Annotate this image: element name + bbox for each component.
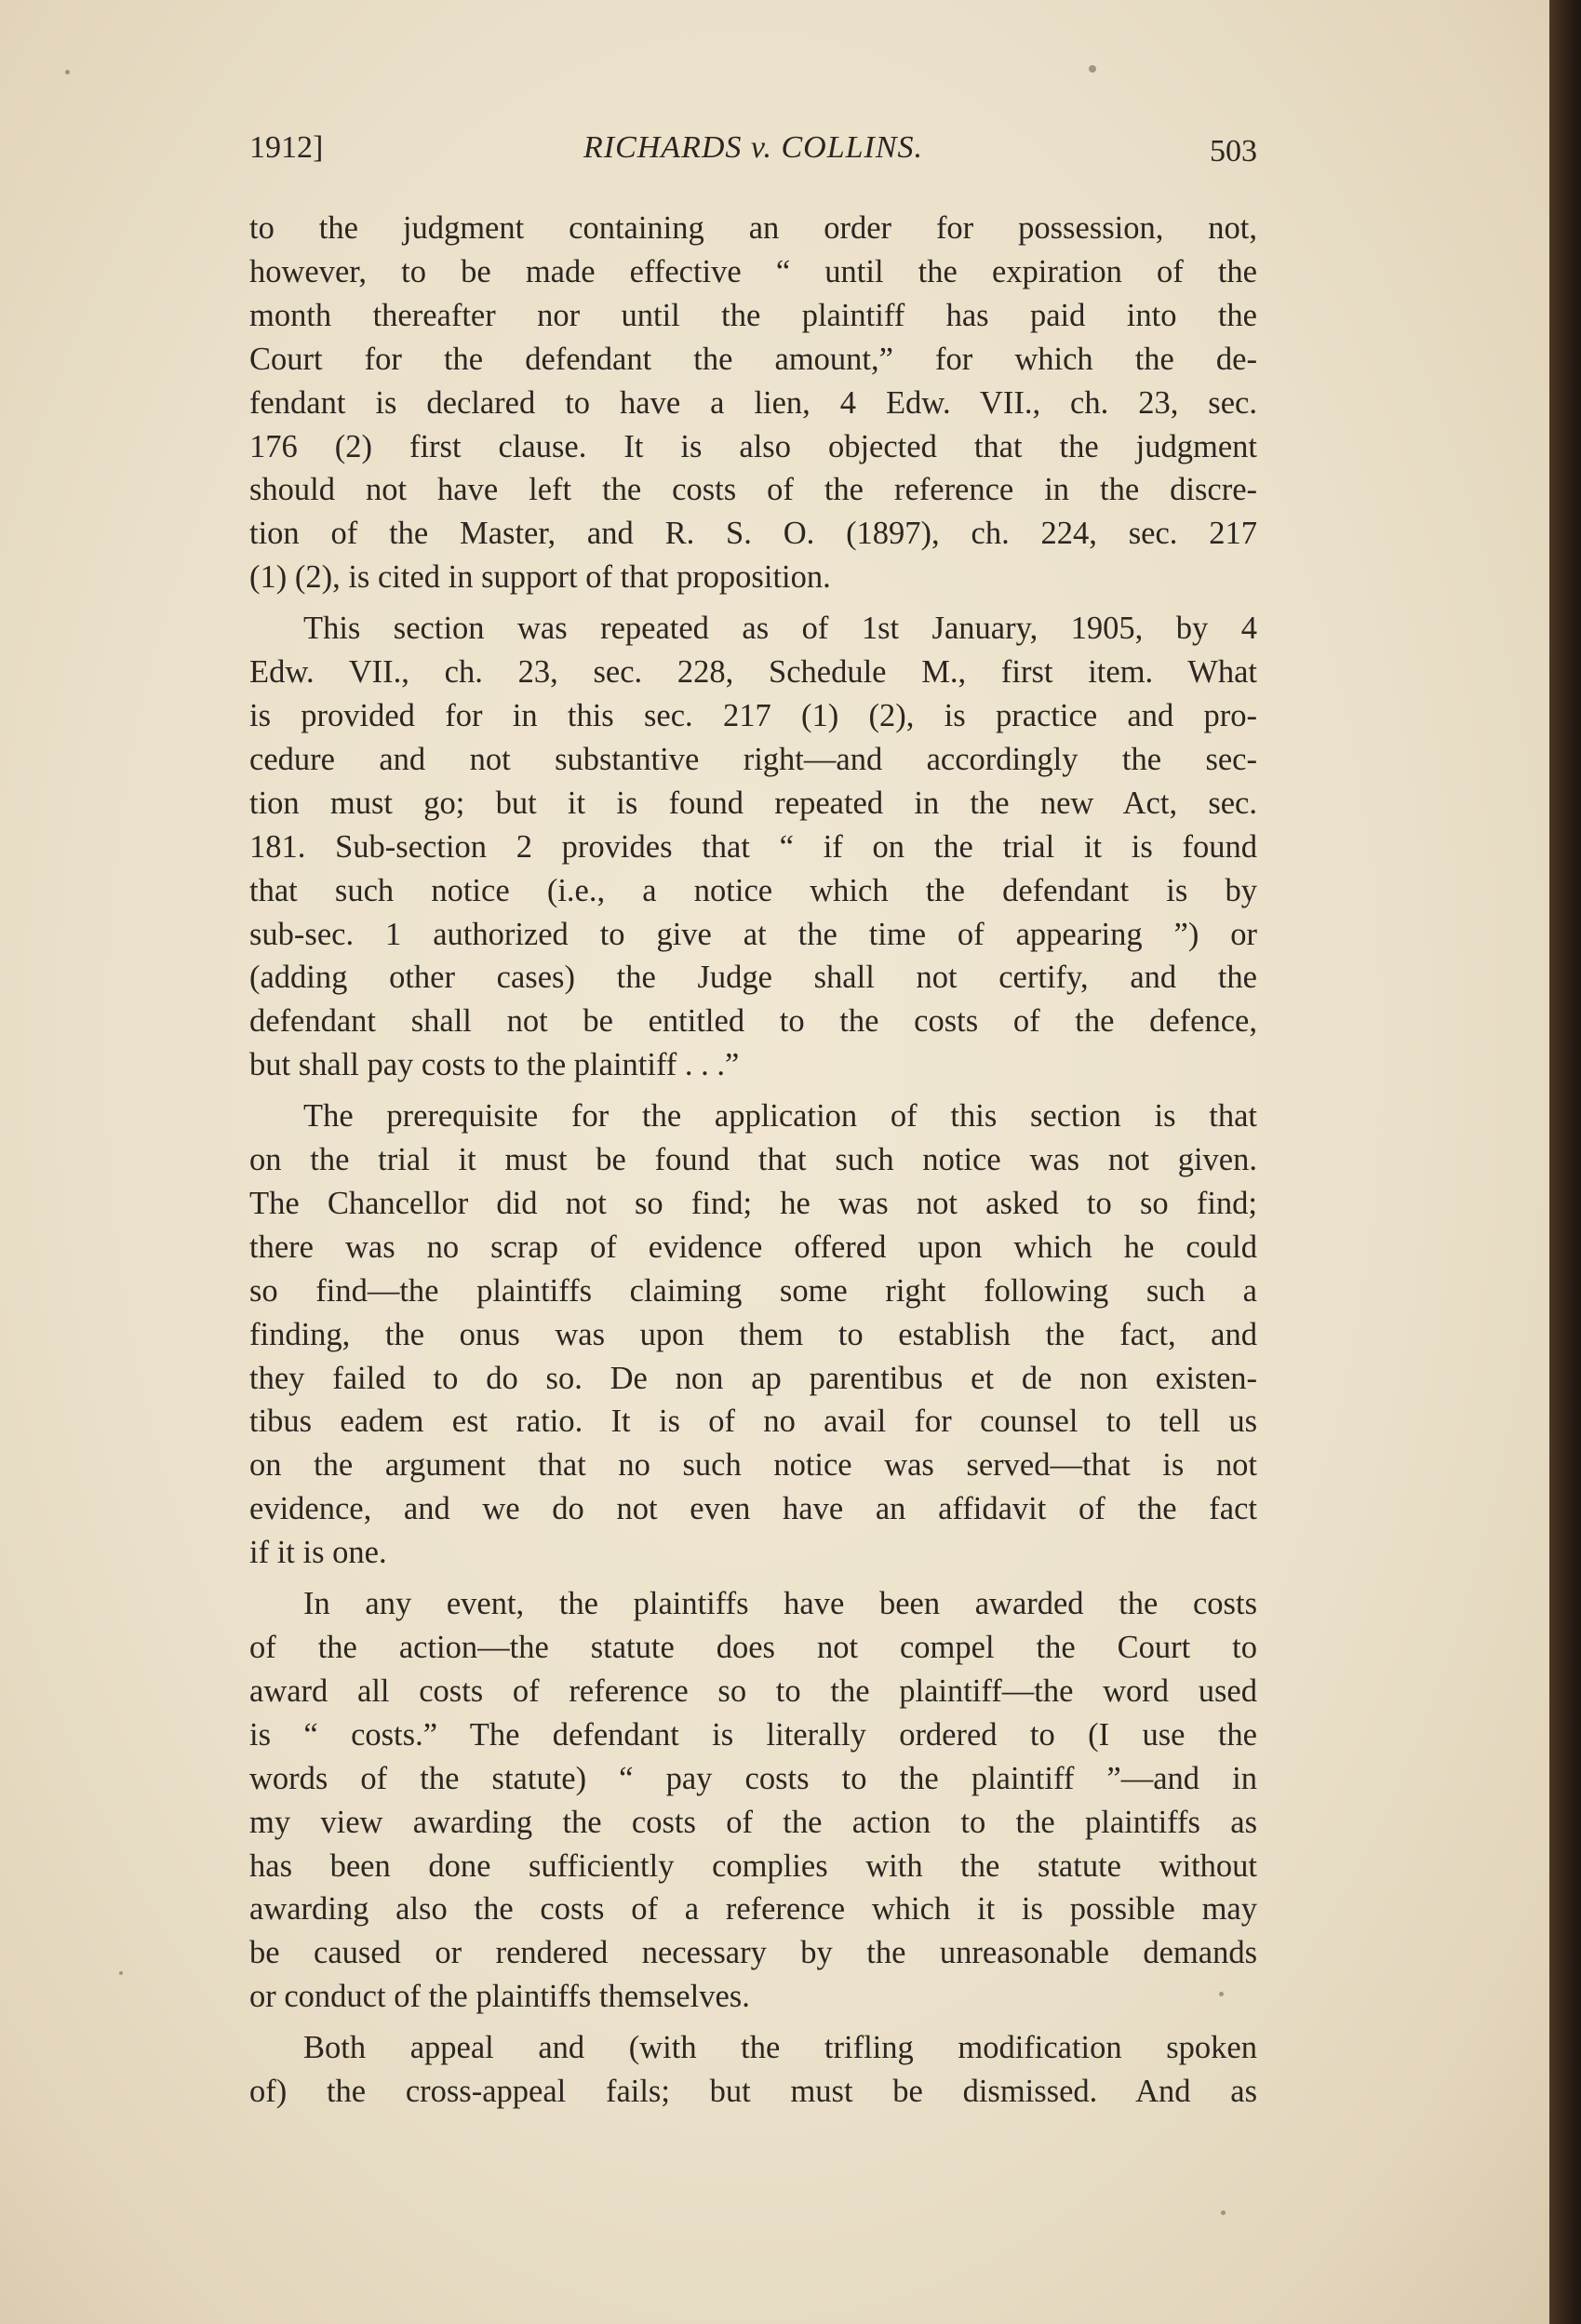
paragraph-4 xyxy=(249,1582,1257,2019)
text-line: This section was repeated as of 1st January, 1905, by 4 xyxy=(303,611,1257,647)
paragraph-1 xyxy=(249,207,1257,599)
text-line: 181. Sub-section 2 provides that “ if on the trial it is found xyxy=(249,828,1257,865)
text-line: if it is one. xyxy=(249,1535,387,1571)
text-line: is “ costs.” The defendant is literally ordered to (I use the xyxy=(249,1716,1257,1753)
text-line: words of the statute) “ pay costs to the plaintiff ”—and in xyxy=(249,1760,1257,1796)
text-line: or conduct of the plaintiffs themselves. xyxy=(249,1979,750,2015)
text-line: Both appeal and (with the trifling modification spoken xyxy=(303,2030,1257,2066)
paper-speck xyxy=(1089,65,1096,73)
body-text xyxy=(249,207,1257,2114)
text-line: however, to be made effective “ until the expiration of the xyxy=(249,253,1257,289)
text-line: be caused or rendered necessary by the unreasonable demands xyxy=(249,1935,1257,1971)
text-line: award all costs of reference so to the plaintiff—the word used xyxy=(249,1672,1257,1709)
paper-speck xyxy=(65,70,70,74)
book-binding-edge xyxy=(1549,0,1581,2324)
paragraph-3 xyxy=(249,1095,1257,1575)
text-line: Edw. VII., ch. 23, sec. 228, Schedule M., first item. What xyxy=(249,654,1257,691)
text-line: (adding other cases) the Judge shall not certify, and the xyxy=(249,960,1257,996)
text-line: tion of the Master, and R. S. O. (1897), ch. 224, sec. 217 xyxy=(249,516,1257,552)
paper-speck xyxy=(119,1971,123,1975)
text-line: In any event, the plaintiffs have been awarded the costs xyxy=(303,1586,1257,1622)
text-line: tibus eadem est ratio. It is of no avail for counsel to tell us xyxy=(249,1404,1257,1440)
text-line: has been done sufficiently complies with the statute without xyxy=(249,1847,1257,1884)
text-line: should not have left the costs of the reference in the discre- xyxy=(249,472,1257,508)
text-line: on the argument that no such notice was served—that is not xyxy=(249,1447,1257,1484)
text-line: sub-sec. 1 authorized to give at the time of appearing ”) or xyxy=(249,916,1257,952)
text-line: month thereafter nor until the plaintiff has paid into the xyxy=(249,297,1257,333)
text-line: defendant shall not be entitled to the costs of the defence, xyxy=(249,1003,1257,1040)
page-number: 503 xyxy=(1210,134,1257,168)
text-line: that such notice (i.e., a notice which the defendant is by xyxy=(249,872,1257,908)
text-line: evidence, and we do not even have an affidavit of the fact xyxy=(249,1491,1257,1527)
text-line: they failed to do so. De non ap parentibus et de non existen- xyxy=(249,1360,1257,1396)
text-line: there was no scrap of evidence offered upon which he could xyxy=(249,1229,1257,1265)
text-line: on the trial it must be found that such notice was not given. xyxy=(249,1142,1257,1178)
text-line: of) the cross-appeal fails; but must be dismissed. And as xyxy=(249,2074,1257,2110)
header-case-title: RICHARDS v. COLLINS. xyxy=(583,130,924,165)
text-line: Court for the defendant the amount,” for which the de- xyxy=(249,341,1257,377)
text-line: is provided for in this sec. 217 (1) (2), is practice and pro- xyxy=(249,697,1257,733)
text-line: The Chancellor did not so find; he was not asked to so find; xyxy=(249,1185,1257,1221)
text-line: awarding also the costs of a reference which it is possible may xyxy=(249,1891,1257,1928)
text-line: my view awarding the costs of the action to the plaintiffs as xyxy=(249,1804,1257,1840)
paper-speck xyxy=(1221,2210,1226,2215)
header-year: 1912] xyxy=(249,130,324,165)
text-line: The prerequisite for the application of this section is that xyxy=(303,1098,1257,1135)
paragraph-2 xyxy=(249,607,1257,1087)
text-line: finding, the onus was upon them to establish the fact, and xyxy=(249,1316,1257,1352)
text-line: so find—the plaintiffs claiming some right following such a xyxy=(249,1272,1257,1309)
text-line: to the judgment containing an order for possession, not, xyxy=(249,210,1257,246)
text-line: cedure and not substantive right—and accordingly the sec- xyxy=(249,741,1257,777)
text-line: fendant is declared to have a lien, 4 Edw. VII., ch. 23, sec. xyxy=(249,384,1257,421)
text-line: of the action—the statute does not compel the Court to xyxy=(249,1630,1257,1665)
text-line: (1) (2), is cited in support of that proposition. xyxy=(249,559,831,596)
paragraph-5 xyxy=(249,2026,1257,2114)
text-line: 176 (2) first clause. It is also objected that the judgment xyxy=(249,428,1257,464)
text-line: but shall pay costs to the plaintiff . . .” xyxy=(249,1047,740,1083)
running-header xyxy=(249,130,1257,177)
text-line: tion must go; but it is found repeated in the new Act, sec. xyxy=(249,785,1257,821)
